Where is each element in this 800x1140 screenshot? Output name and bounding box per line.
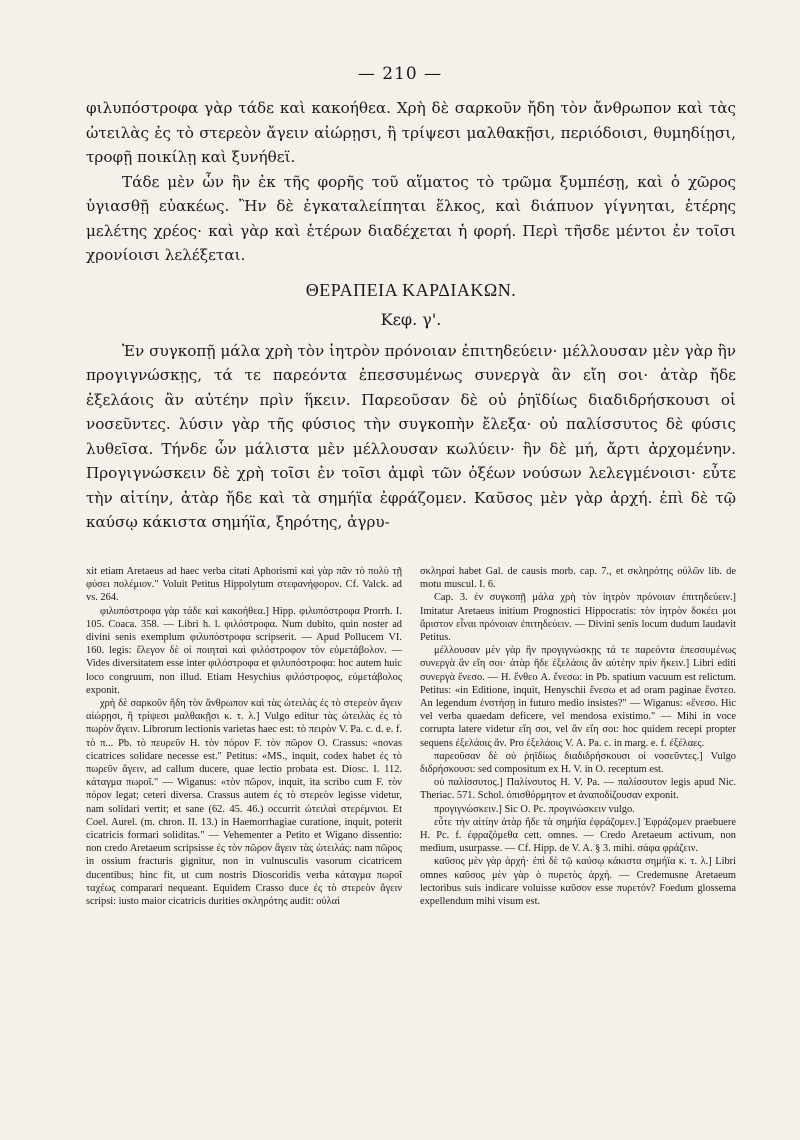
section-heading: ΘΕΡΑΠΕΙΑ ΚΑΡΔΙΑΚΩΝ.: [305, 279, 517, 300]
page-number: — 210 —: [357, 64, 443, 84]
note: φιλυπόστροφα γὰρ τάδε καὶ κακοήθεα.] Hipp. φιλυπόστροφα Prorrh. I. 105. Coaca. 358. — Libri h. l. φιλόστροφα. Num dubito, quin noster ad divini senis exemplum φιλυπόστροφα scripserit. — Apud Pollucem VI. 160. legis: ἔλεγον δὲ οἱ ποιηταὶ καὶ φιλόστροφον τὸν εὐμετάβολον. — Vides diversitatem esse inter φιλόστροφα et φιλυπόστροφα: hoc autem huic loco congruum, non illud. Etiam Hesychius φιλόστροφος, εὐμετάβολος exponit.: [86, 605, 402, 696]
chapter-paragraph: Ἐν συγκοπῇ μάλα χρὴ τὸν ἰητρὸν πρόνοιαν ἐπιτηδεύειν· μέλλουσαν μὲν γὰρ ἢν προγιγνώσκῃς, τά τε παρεόντα ἐπεσσυμένως συνεργὰ ἂν εἴη σοι· ἀτὰρ ἤδε ἐξελάοις ἂν αὐτέην πρὶν ἥκειν. Παρεοῦσαν δὲ οὐ ῥηϊδίως διαδιδρήσκουσι οἱ νοσεῦντες. λύσιν γὰρ τῆς φύσιος τὴν συγκοπὴν ἔλεξα· οὐ παλίσσυτος δὲ φύσις λυθεῖσα. Τήνδε ὧν μάλιστα μὲν μέλλουσαν κωλύειν· ἢν δὲ μή, ἄρτι ἀρχομένην. Προγιγνώσκειν δὲ χρὴ τοῖσι ἐν τοῖσι ἀμφὶ τῶν ὀξέων νούσων λελεγμένοισι· εὖτε τὴν αἰτίην, ἀτὰρ ἤδε καὶ τὰ σημήϊα ἐφράζομεν. Καῦσος μὲν γὰρ ἀρχή. ἐπὶ δὲ τῷ καύσῳ κάκιστα σημήϊα, ξηρότης, ἀγρυ-: [86, 341, 736, 531]
note: xit etiam Aretaeus ad haec verba citati Aphorismi καὶ γὰρ πᾶν τὸ πολὺ τῇ φύσει πολέμιον." Voluit Petitus Hippolytum στεφανήφορον. Cf. Valck. ad vs. 264.: [86, 566, 402, 604]
note: οὐ παλίσσυτος.] Παλίνσυτος H. V. Pa. — παλίσσυτον legis apud Nic. Theriac. 571. Schol. ὀπισθόρμητον et ἀναποδίζουσαν exponit.: [420, 777, 736, 802]
note: χρὴ δὲ σαρκοῦν ἤδη τὸν ἄνθρωπον καὶ τὰς ὠτειλὰς ἐς τὸ στερεὸν ἄγειν αἰώρῃσι, ἢ τρίψεσι μαλθακῇσι κ. τ. λ.] Vulgo editur τὰς ὠτειλὰς ἐς τὸ πωρὸν ἄγειν. Librorum lectionis varietas haec est: τὸ πειρὸν V. Pa. c. d. e. f. τὸ π... Pb. τὸ πευρεῦν H. τὸν πόρον F. τὸν πῶρον O. Crassus: «novas cicatrices solidare necesse est." Petitus: «MS., inquit, codex habet ἐς τὸ πωρεῦν ἄγειν, ad callum ducere, quae lectio probata est. Diosc. I. 112. κάταγμα πωροῖ." — Wiganus: «τὸν πῶρον, inquit, ita scribo cum F. τὸν πόρον legat; ceteri diversa. Crassus autem ἐς τὸ στερεὸν legisse videtur, nam solidari vertit; et sane (62. 45. 46.) occurrit ὠτειλαὶ στερέμνιοι. Et Coel. Aurel. (m. chron. II. 13.) in Haemorrhagiae curatione, inquit, poterit cicatricis formari soliditas." — Vehementer a Petito et Wigano dissentio: non credo Aretaeum scripsisse ἐς τὸν πῶρον ἄγειν τὰς ὠτειλάς: nam πῶρος in ossium fracturis gignitur, non in vulnusculis vasorum cicatricem ducentibus; hinc fit, ut cum nostris Dioscoridis verba κάταγμα πωροῖ ταχέως comparari nequeant. Equidem Crasso duce ἐς τὸ στερεὸν ἄγειν scripsi: iusto maior cicatricis durities σκληρότης audit: οὐλαὶ: [86, 698, 402, 908]
main-paragraph: φιλυπόστροφα γὰρ τάδε καὶ κακοήθεα. Χρὴ δὲ σαρκοῦν ἤδη τὸν ἄνθρωπον καὶ τὰς ὠτειλὰς ἐς τὸ στερεὸν ἄγειν αἰώρῃσι, ἢ τρίψεσι μαλθακῇσι, περιόδοισι, θυμηδίῃσι, τροφῇ ποικίλῃ καὶ ξυνήθεϊ.: [86, 99, 736, 166]
chapter-label: Κεφ. γ'.: [380, 310, 442, 329]
note: μέλλουσαν μὲν γὰρ ἢν προγιγνώσκῃς τά τε παρεόντα ἐπεσσυμένως συνεργὰ ἂν εἴη σοι· ἀτὰρ ἤδε ἐξελάοις ἂν αὐτέην πρὶν ἥκειν.] Libri editi συνεργὰ ἔνεσο. — H. ἔνθεο A. ἔνεσω: in Pb. spatium vacuum est relictum. Petitus: «in Editione, inquit, Henyschii ἔνεσω et ad oram paginae ἔνστεο. An legendum ἐνστήσῃ in futuro medio insistes?" — Wiganus: «ἔνεσο. Hic vel verba quaedam deficere, vel mendosa existimo." — Mihi in voce corrupta latere videtur εἴη σοι, vel ἂν εἴη σοι: hoc quidem recepi propter sequens ἐξελάοις ἄν. Pro ἐξελάοις V. A. Pa. c. in marg. e. f. ἐξέλαες.: [420, 645, 736, 749]
footnotes-left-column: [86, 565, 402, 908]
note: προγιγνώσκειν.] Sic O. Pc. προγινώσκειν vulgo.: [434, 803, 635, 815]
main-paragraph: Τάδε μὲν ὧν ἢν ἐκ τῆς φορῆς τοῦ αἵματος τὸ τρῶμα ξυμπέσῃ, καὶ ὁ χῶρος ὑγιασθῇ εὐακέως. Ἢν δὲ ἐγκαταλείπηται ἕλκος, καὶ διάπυον γίγνηται, ἑτέρης μελέτης χρέος· καὶ γὰρ καὶ ἑτέρων διαδέχεται ἡ φορή. Περὶ τῆσδε μέντοι ἐν τοῖσι χρονίοισι λελέξεται.: [86, 172, 736, 264]
note: παρεοῦσαν δὲ οὐ ῥηϊδίως διαδιδρήσκουσι οἱ νοσεῦντες.] Vulgo διδρήσκουσι: sed compositum ex H. V. in O. receptum est.: [420, 750, 736, 776]
note: εὖτε τὴν αἰτίην ἀτὰρ ἤδε τὰ σημήϊα ἐφράζομεν.] Ἐφράζομεν praebuere H. Pc. f. ἐφραζόμεθα cett. omnes. — Credo Aretaeum activum, non medium, usurpasse. — Cf. Hipp. de V. A. § 3. mihi. σάφα φράζειν.: [420, 816, 736, 855]
footnotes-right-column: [420, 565, 736, 908]
note: Cap. 3. ἐν συγκοπῇ μάλα χρὴ τὸν ἰητρὸν πρόνοιαν ἐπιτηδεύειν.] Imitatur Aretaeus initium Prognostici Hippocratis: τὸν ἰητρὸν δοκέει μοι ἄριστον εἶναι πρόνοιαν ἐπιτηδεύειν. — Divini senis locum dudum laudavit Petitus.: [420, 592, 736, 644]
main-text: [86, 96, 736, 535]
note: καῦσος μὲν γὰρ ἀρχή· ἐπὶ δὲ τῷ καύσῳ κάκιστα σημήϊα κ. τ. λ.] Libri omnes καῦσος μὲν γὰρ ὁ πυρετὸς ἀρχή. — Credemusne Aretaeum lectoribus suis indicare voluisse καῦσον esse πυρετόν? Foedum glossema expellendum mihi visum est.: [420, 856, 736, 908]
note: σκληραί habet Gal. de causis morb. cap. 7., et σκληρότης οὐλῶν lib. de motu muscul. I. 6.: [420, 566, 736, 591]
footnotes: [86, 565, 736, 908]
